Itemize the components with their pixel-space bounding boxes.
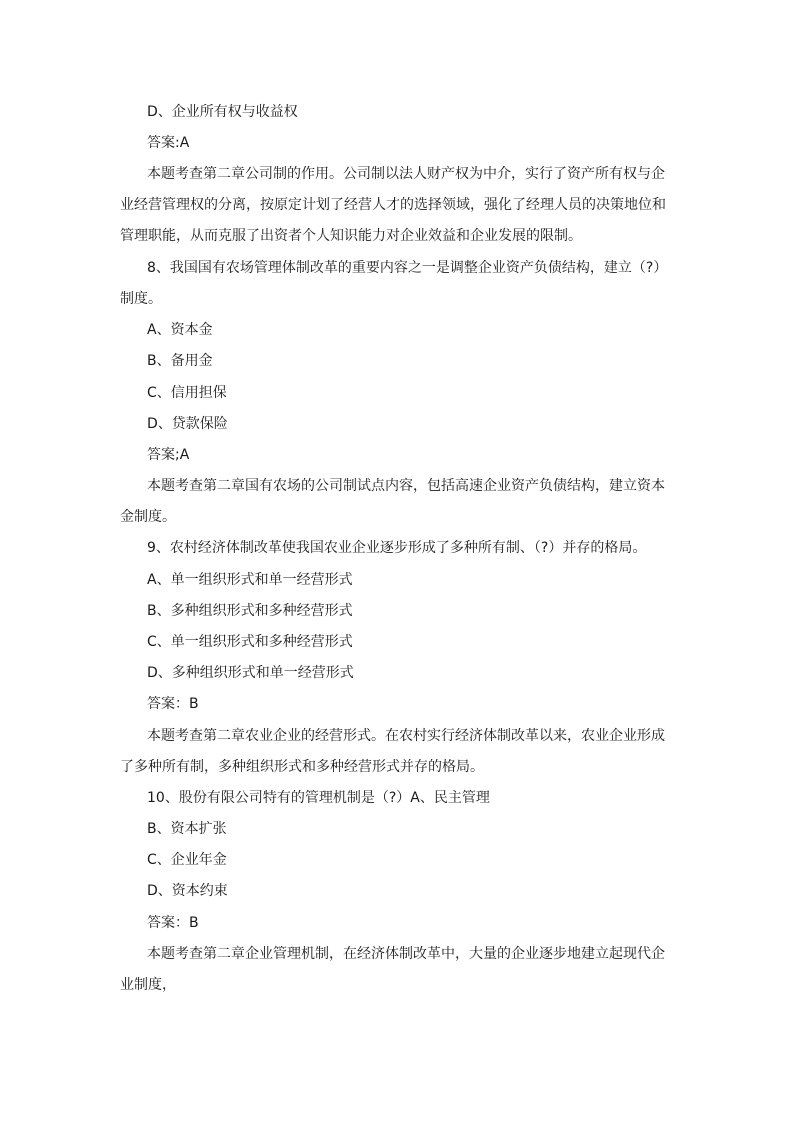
- explanation-q7-line1: 本题考查第二章公司制的作用。公司制以法人财产权为中介，实行了资产所有权与企: [147, 166, 665, 182]
- answer-q9: 答案：B: [147, 696, 199, 712]
- option-c-q8: C、信用担保: [147, 385, 227, 401]
- option-a-q9: A、单一组织形式和单一经营形式: [147, 572, 353, 588]
- option-c-q10: C、企业年金: [147, 852, 227, 868]
- question-10: 10、股份有限公司特有的管理机制是（?）A、民主管理: [147, 790, 490, 806]
- explanation-q9-line1: 本题考查第二章农业企业的经营形式。在农村实行经济体制改革以来，农业企业形成: [147, 728, 665, 744]
- option-d-q8: D、贷款保险: [147, 416, 228, 432]
- option-a-q8: A、资本金: [147, 322, 213, 338]
- explanation-q10-line1: 本题考查第二章企业管理机制，在经济体制改革中，大量的企业逐步地建立起现代企: [147, 946, 665, 962]
- explanation-q7-line3: 管理职能，从而克服了出资者个人知识能力对企业效益和企业发展的限制。: [120, 228, 582, 244]
- option-b-q9: B、多种组织形式和多种经营形式: [147, 603, 353, 619]
- question-9: 9、农村经济体制改革使我国农业企业逐步形成了多种所有制、（?）并存的格局。: [147, 540, 647, 556]
- option-d-q10: D、资本约束: [147, 883, 228, 899]
- explanation-q9-line2: 了多种所有制，多种组织形式和多种经营形式并存的格局。: [120, 759, 484, 775]
- answer-q8: 答案;A: [147, 447, 190, 463]
- answer-q7: 答案:A: [147, 135, 190, 151]
- explanation-q8-line1: 本题考查第二章国有农场的公司制试点内容，包括高速企业资产负债结构，建立资本: [147, 478, 665, 494]
- explanation-q7-line2: 业经营管理权的分离，按原定计划了经营人才的选择领域，强化了经理人员的决策地位和: [120, 197, 666, 213]
- explanation-q10-line2: 业制度，: [120, 977, 176, 993]
- explanation-q8-line2: 金制度。: [120, 509, 176, 525]
- answer-q10: 答案：B: [147, 915, 199, 931]
- option-d-q9: D、多种组织形式和单一经营形式: [147, 665, 354, 681]
- question-8-line2: 制度。: [120, 291, 162, 307]
- question-8-line1: 8、我国国有农场管理体制改革的重要内容之一是调整企业资产负债结构，建立（?）: [147, 260, 668, 276]
- option-b-q10: B、资本扩张: [147, 821, 227, 837]
- option-c-q9: C、单一组织形式和多种经营形式: [147, 634, 353, 650]
- option-b-q8: B、备用金: [147, 353, 213, 369]
- option-d-q7: D、企业所有权与收益权: [147, 104, 298, 120]
